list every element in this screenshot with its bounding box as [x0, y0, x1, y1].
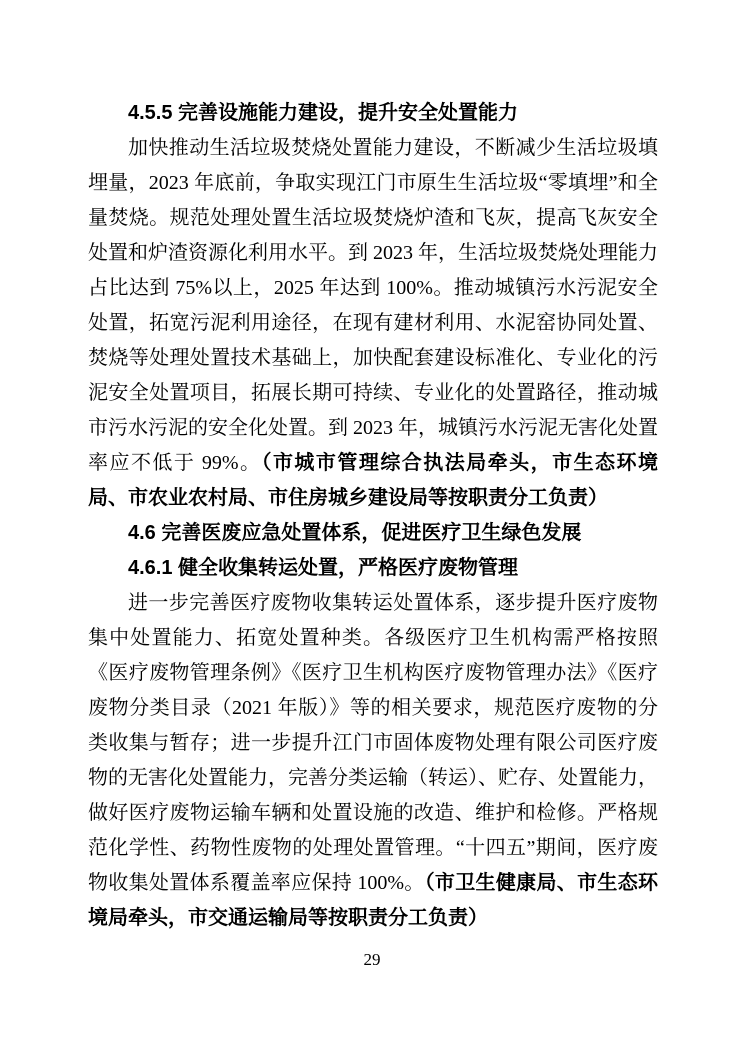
page-number: 29 — [363, 950, 381, 969]
responsibility-clause-4-6-1: （市卫生健康局、市生态环境局牵头，市交通运输局等按职责分工负责） — [88, 872, 659, 929]
section-heading-4-5-5: 4.5.5 完善设施能力建设，提升安全处置能力 — [128, 102, 519, 124]
section-heading-4-6-1: 4.6.1 健全收集转运处置，严格医疗废物管理 — [128, 557, 519, 579]
document-content — [88, 96, 658, 936]
paragraph-4-6-1 — [88, 586, 658, 936]
responsibility-clause-4-5-5: （市城市管理综合执法局牵头，市生态环境局、市农业农村局、市住房城乡建设局等按职责分工负责） — [88, 452, 659, 509]
paragraph-4-6-1-text: 进一步完善医疗废物收集转运处置体系，逐步提升医疗废物集中处置能力、拓宽处置种类。各级医疗卫生机构需严格按照《医疗废物管理条例》《医疗卫生机构医疗废物管理办法》《医疗废物分类目录（2021 年版）》等的相关要求，规范医疗废物的分类收集与暂存；进一步提升江门市固体废物处理有限公司医疗废物的无害化处置能力，完善分类运输（转运）、贮存、处置能力，做好医疗废物运输车辆和处置设施的改造、维护和检修。严格规范化学性、药物性废物的处理处置管理。“十四五”期间，医疗废物收集处置体系覆盖率应保持 100%。 — [88, 592, 658, 894]
section-heading-4-6: 4.6 完善医废应急处置体系，促进医疗卫生绿色发展 — [128, 522, 582, 544]
paragraph-4-5-5 — [88, 131, 658, 516]
paragraph-4-5-5-text: 加快推动生活垃圾焚烧处置能力建设，不断减少生活垃圾填埋量，2023 年底前，争取实现江门市原生生活垃圾“零填埋”和全量焚烧。规范处理处置生活垃圾焚烧炉渣和飞灰，提高飞灰安全处置和炉渣资源化利用水平。到 2023 年，生活垃圾焚烧处理能力占比达到 75%以上，2025 年达到 100%。推动城镇污水污泥安全处置，拓宽污泥利用途径，在现有建材利用、水泥窑协同处置、焚烧等处理处置技术基础上，加快配套建设标准化、专业化的污泥安全处置项目，拓展长期可持续、专业化的处置路径，推动城市污水污泥的安全化处置。到 2023 年，城镇污水污泥无害化处置率应不低于 99%。 — [88, 137, 658, 474]
